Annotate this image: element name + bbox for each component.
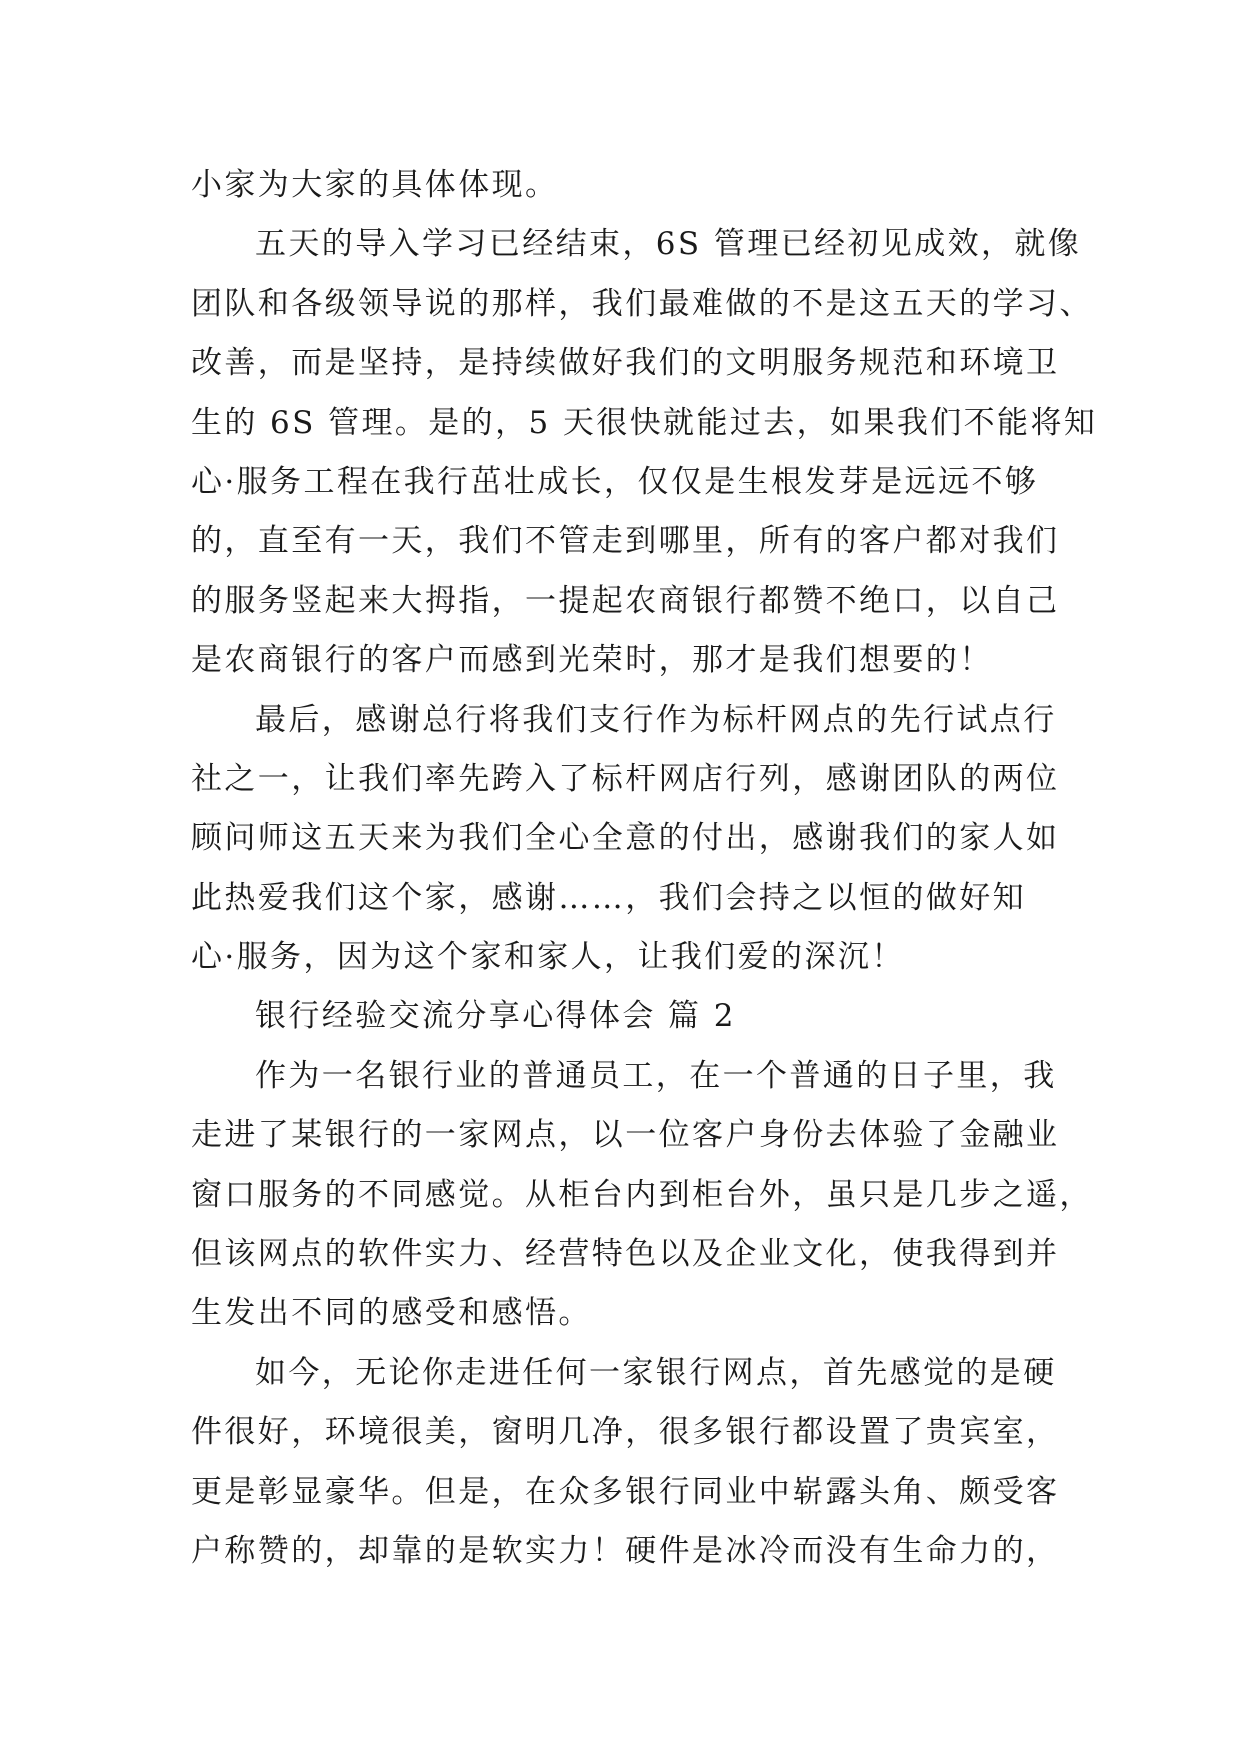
- text-line: 是农商银行的客户而感到光荣时，那才是我们想要的！: [191, 642, 993, 679]
- text-line: 的，直至有一天，我们不管走到哪里，所有的客户都对我们: [191, 523, 1060, 560]
- text-line: 件很好，环境很美，窗明几净，很多银行都设置了贵宾室，: [191, 1414, 1060, 1451]
- text-line: 改善，而是坚持，是持续做好我们的文明服务规范和环境卫: [191, 345, 1060, 382]
- paragraph-start-line: 如今，无论你走进任何一家银行网点，首先感觉的是硬: [255, 1354, 1057, 1391]
- text-line: 生的 6S 管理。是的，5 天很快就能过去，如果我们不能将知: [191, 404, 1098, 441]
- text-line: 社之一，让我们率先跨入了标杆网店行列，感谢团队的两位: [191, 760, 1060, 797]
- paragraph-start-line: 最后，感谢总行将我们支行作为标杆网点的先行试点行: [255, 701, 1057, 738]
- section-heading: 银行经验交流分享心得体会 篇 2: [255, 998, 736, 1035]
- paragraph-start-line: 五天的导入学习已经结束，6S 管理已经初见成效，就像: [255, 226, 1082, 263]
- text-line: 团队和各级领导说的那样，我们最难做的不是这五天的学习、: [191, 285, 1093, 322]
- text-line: 的服务竖起来大拇指，一提起农商银行都赞不绝口，以自己: [191, 582, 1060, 619]
- text-line: 心·服务，因为这个家和家人，让我们爱的深沉！: [191, 939, 905, 976]
- text-line: 心·服务工程在我行茁壮成长，仅仅是生根发芽是远远不够: [191, 463, 1039, 500]
- text-line: 但该网点的软件实力、经营特色以及企业文化，使我得到并: [191, 1236, 1060, 1273]
- body-text: [191, 156, 1098, 1581]
- text-line: 顾问师这五天来为我们全心全意的付出，感谢我们的家人如: [191, 820, 1060, 857]
- text-line: 窗口服务的不同感觉。从柜台内到柜台外，虽只是几步之遥，: [191, 1176, 1093, 1213]
- text-line: 更是彰显豪华。但是，在众多银行同业中崭露头角、颇受客: [191, 1473, 1060, 1510]
- text-line: 走进了某银行的一家网点，以一位客户身份去体验了金融业: [191, 1117, 1060, 1154]
- text-line: 生发出不同的感受和感悟。: [191, 1295, 592, 1332]
- text-line: 户称赞的，却靠的是软实力！硬件是冰冷而没有生命力的，: [191, 1532, 1060, 1569]
- paragraph-start-line: 作为一名银行业的普通员工，在一个普通的日子里，我: [255, 1057, 1057, 1094]
- text-line: 此热爱我们这个家，感谢……，我们会持之以恒的做好知: [191, 879, 1026, 916]
- text-line: 小家为大家的具体体现。: [191, 167, 559, 203]
